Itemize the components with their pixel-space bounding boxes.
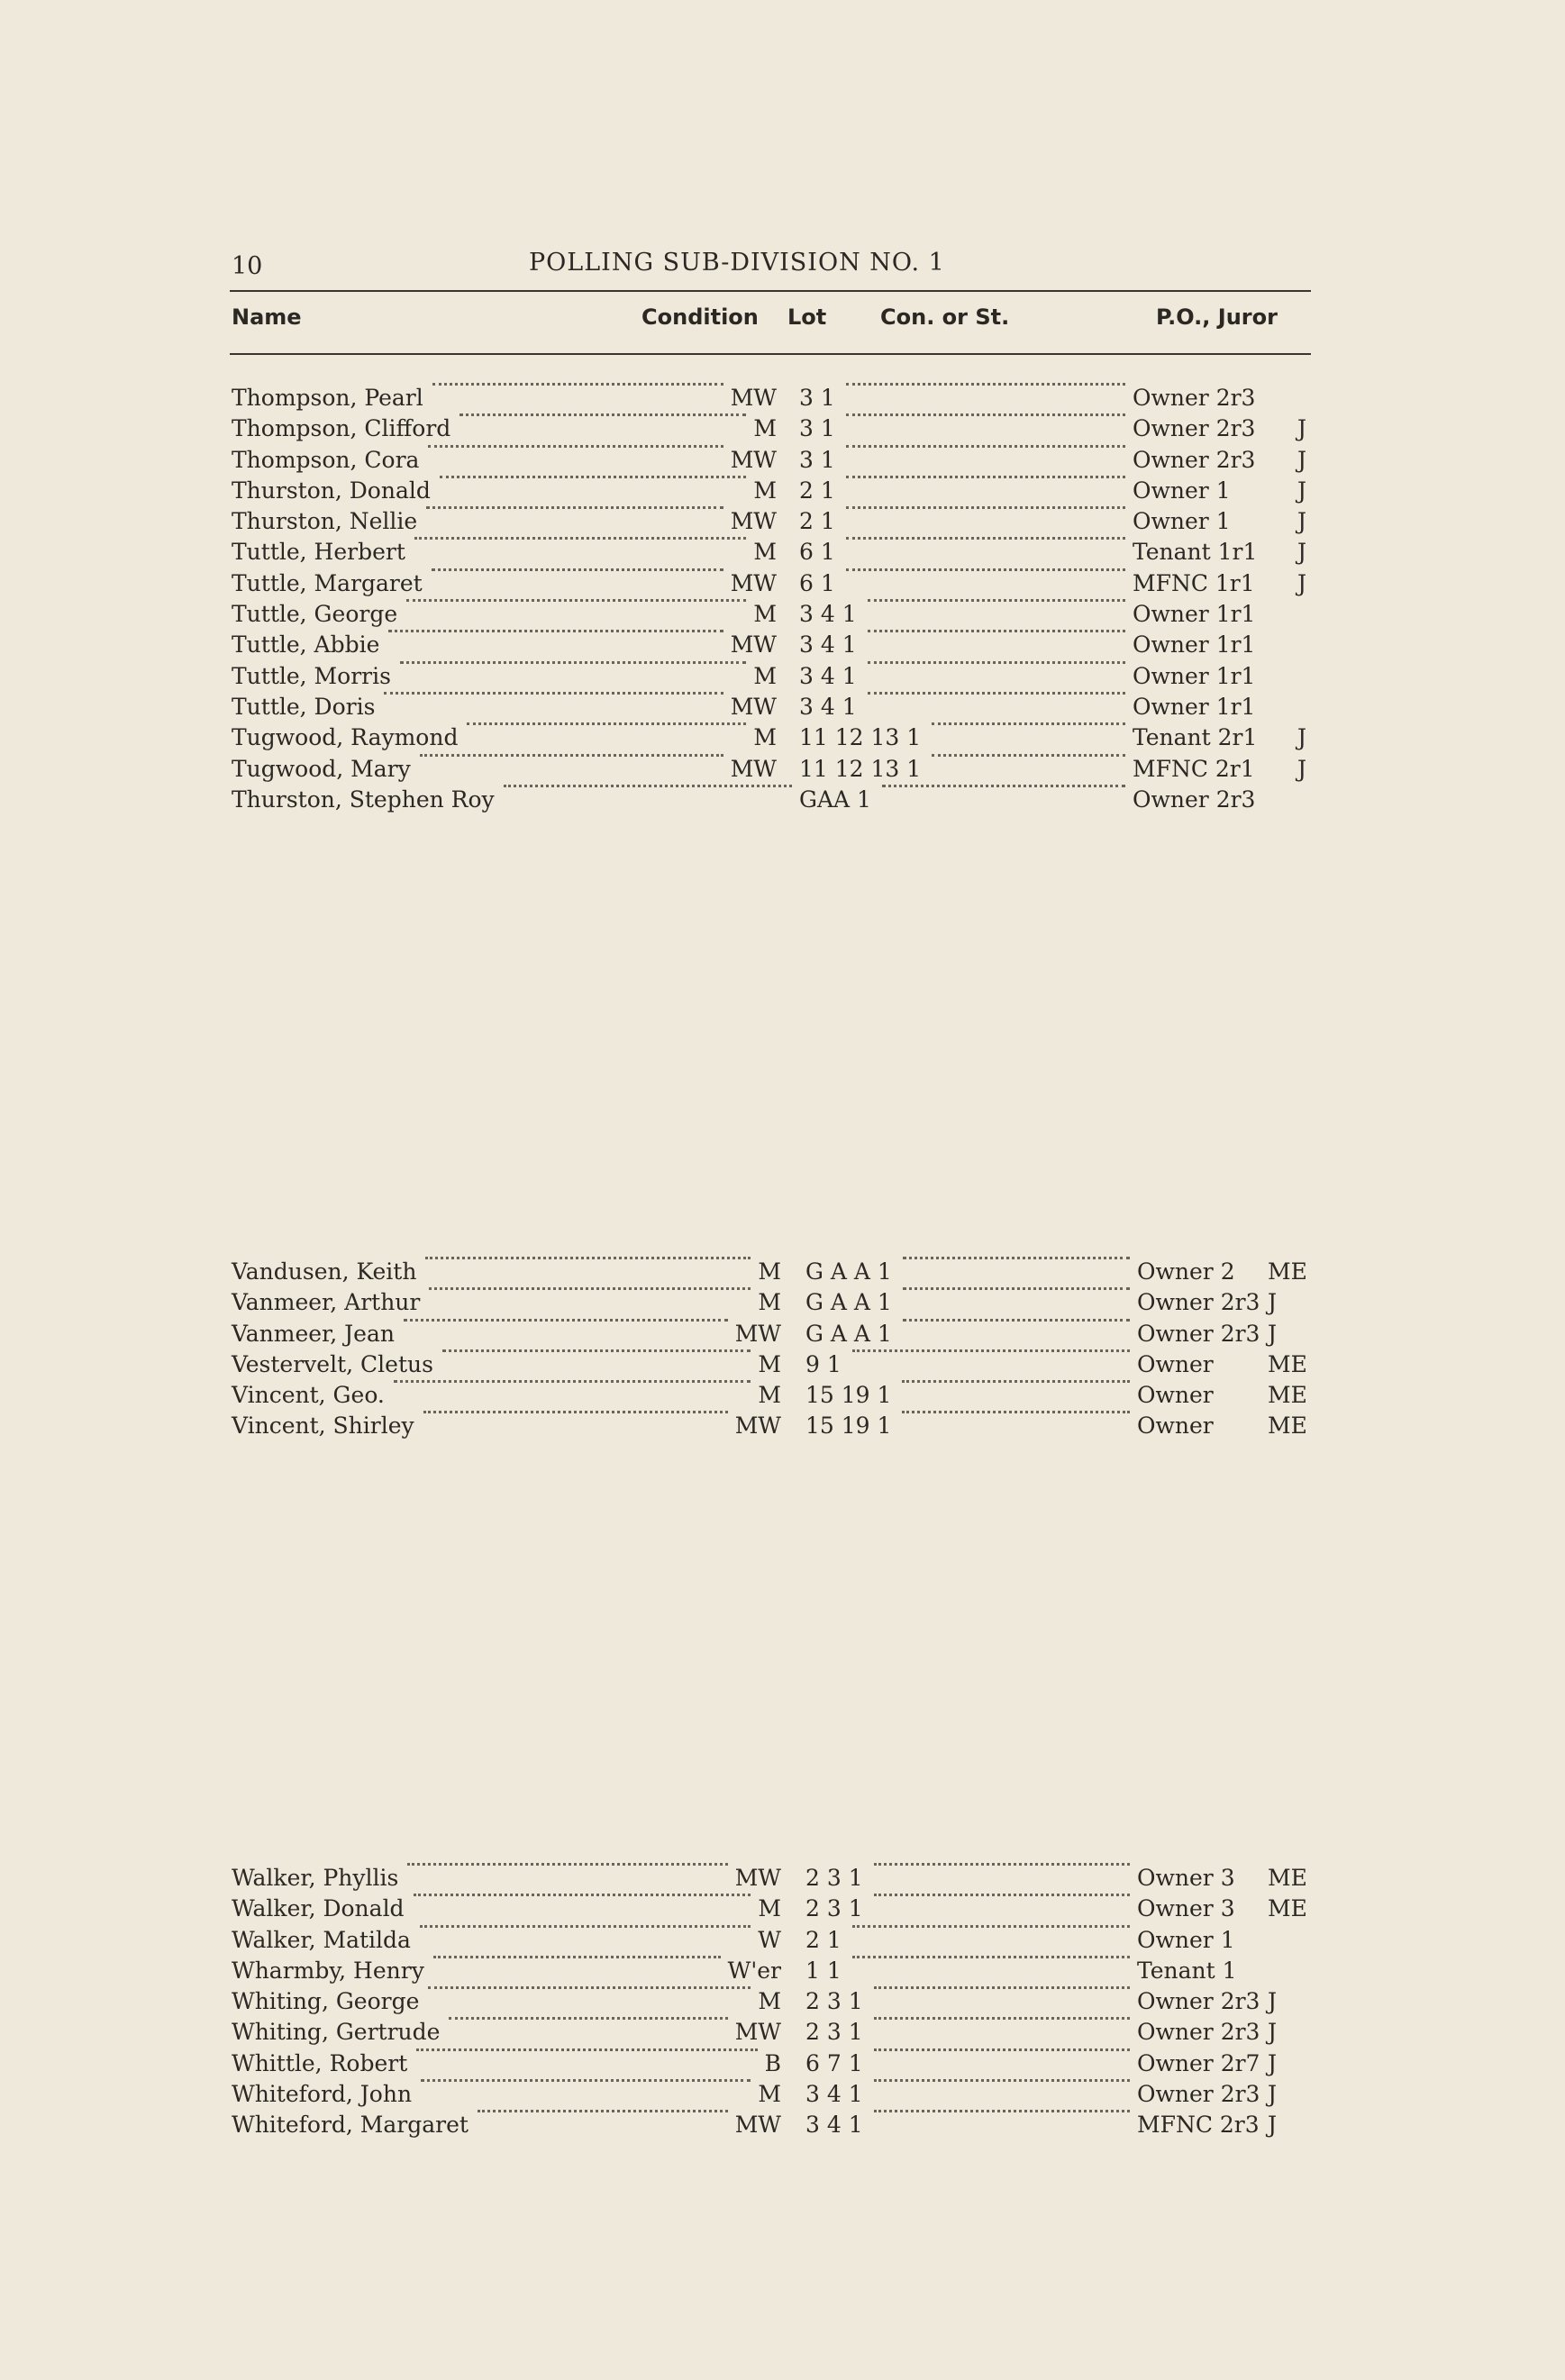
dot-leader (903, 1319, 1130, 1322)
voter-row (232, 1380, 1313, 1411)
dot-leader (846, 445, 1125, 448)
column-header-name: Name (232, 304, 302, 330)
dot-leader (478, 2110, 728, 2112)
dot-leader (407, 1863, 727, 1866)
voter-occupation: Owner 1r1 (1133, 631, 1256, 659)
dot-leader (874, 2110, 1130, 2112)
voter-lot: 9 1 (805, 1350, 842, 1377)
voter-lot: 3 4 1 (799, 601, 857, 628)
dot-leader (903, 1287, 1130, 1290)
voter-row (232, 1956, 1313, 1986)
voter-name: Whittle, Robert (232, 2049, 408, 2076)
voter-name: Tuttle, Abbie (232, 631, 380, 659)
voter-name: Vestervelt, Cletus (232, 1350, 433, 1377)
voter-name: Vandusen, Keith (232, 1258, 417, 1285)
voter-lot: 3 1 (799, 446, 835, 473)
voter-occupation: Owner 2r3 (1137, 1320, 1260, 1347)
voter-occupation: Tenant 1 (1137, 1957, 1237, 1984)
voter-lot: 3 1 (799, 385, 835, 411)
dot-leader (420, 1925, 751, 1928)
voter-row (232, 383, 1313, 413)
dot-leader (449, 2017, 727, 2020)
column-header-lot: Lot (787, 304, 827, 330)
dot-leader (902, 1411, 1130, 1413)
voter-row (232, 2048, 1313, 2079)
voter-occupation: Owner 3 (1137, 1895, 1235, 1922)
voter-row (232, 1411, 1313, 1441)
voter-group-v (232, 1257, 1313, 1442)
voter-name: Walker, Phyllis (232, 1865, 399, 1891)
voter-name: Tuttle, Herbert (232, 539, 405, 566)
voter-row (232, 476, 1313, 506)
voter-condition: M (758, 2081, 781, 2108)
voter-lot: 15 19 1 (805, 1413, 892, 1440)
dot-leader (932, 754, 1125, 757)
voter-condition: MW (730, 508, 777, 535)
voter-occupation: MFNC 2r1 (1133, 755, 1255, 782)
voter-name: Tuttle, Margaret (232, 569, 423, 596)
voter-lot: 2 1 (799, 508, 835, 535)
voter-name: Tuttle, George (232, 601, 398, 628)
voter-occupation: Owner 2r3 (1137, 2019, 1260, 2046)
voter-lot: 15 19 1 (805, 1382, 892, 1409)
dot-leader (428, 1986, 751, 1989)
voter-row (232, 630, 1313, 660)
voter-lot: 2 3 1 (805, 1988, 863, 2015)
voter-lot: 11 12 13 1 (799, 755, 922, 782)
voter-occupation: MFNC 2r3 (1137, 2112, 1260, 2139)
voter-juror: ME (1268, 1865, 1307, 1891)
voter-row (232, 1319, 1313, 1349)
voter-juror: ME (1268, 1258, 1307, 1285)
voter-occupation: Owner 2r3 (1137, 2081, 1260, 2108)
voter-condition: MW (734, 2019, 781, 2046)
voter-condition: M (753, 724, 777, 751)
voter-occupation: Owner 2r3 (1133, 786, 1256, 813)
voter-condition: M (753, 539, 777, 566)
voter-name: Tuttle, Morris (232, 662, 391, 689)
voter-row (232, 661, 1313, 692)
voter-name: Vincent, Geo. (232, 1382, 385, 1409)
voter-condition: W (758, 1926, 781, 1953)
dot-leader (425, 1257, 751, 1259)
column-header-condition: Condition (641, 304, 759, 330)
dot-leader (846, 568, 1125, 571)
voter-juror: J (1268, 2081, 1278, 2108)
voter-juror: J (1297, 477, 1307, 504)
voter-lot: 2 3 1 (805, 1865, 863, 1891)
voter-condition: MW (730, 693, 777, 720)
voter-juror: J (1297, 539, 1307, 566)
dot-leader (868, 599, 1125, 602)
voter-occupation: Owner (1137, 1382, 1214, 1409)
voter-occupation: Owner 1r1 (1133, 693, 1256, 720)
voter-lot: 2 1 (805, 1926, 842, 1953)
voter-condition: MW (734, 1320, 781, 1347)
dot-leader (440, 476, 747, 478)
voter-name: Vanmeer, Jean (232, 1320, 395, 1347)
voter-row (232, 2017, 1313, 2048)
voter-condition: M (753, 415, 777, 442)
dot-leader (846, 383, 1125, 386)
dot-leader (467, 722, 746, 725)
voter-row (232, 599, 1313, 630)
dot-leader (846, 537, 1125, 540)
voter-row (232, 2110, 1313, 2140)
voter-juror: ME (1268, 1413, 1307, 1440)
voter-occupation: Owner 1r1 (1133, 662, 1256, 689)
voter-juror: J (1268, 1988, 1278, 2015)
header-rule-top (230, 290, 1311, 292)
dot-leader (846, 476, 1125, 478)
voter-row (232, 692, 1313, 722)
voter-juror: J (1297, 446, 1307, 473)
voter-row (232, 413, 1313, 444)
voter-name: Wharmby, Henry (232, 1957, 424, 1984)
voter-name: Tuttle, Doris (232, 693, 376, 720)
column-header-po-juror: P.O., Juror (1156, 304, 1278, 330)
dot-leader (432, 383, 723, 386)
voter-lot: 6 1 (799, 539, 835, 566)
dot-leader (852, 1956, 1130, 1958)
voter-condition: M (758, 1382, 781, 1409)
voter-name: Whiteford, Margaret (232, 2112, 469, 2139)
voter-occupation: Owner 2r3 (1137, 1289, 1260, 1316)
voter-row (232, 1349, 1313, 1380)
dot-leader (868, 692, 1125, 695)
voter-lot: 6 1 (799, 569, 835, 596)
voter-occupation: Owner 1 (1133, 477, 1231, 504)
dot-leader (384, 692, 723, 695)
voter-lot: 6 7 1 (805, 2049, 863, 2076)
dot-leader (852, 1925, 1130, 1928)
voter-occupation: Owner 2r3 (1137, 1988, 1260, 2015)
voter-condition: M (758, 1258, 781, 1285)
voter-row (232, 1986, 1313, 2017)
dot-leader (404, 1319, 728, 1322)
voter-condition: MW (730, 631, 777, 659)
voter-name: Tugwood, Mary (232, 755, 411, 782)
voter-row (232, 1863, 1313, 1894)
voter-name: Tugwood, Raymond (232, 724, 459, 751)
voter-occupation: Tenant 2r1 (1133, 724, 1258, 751)
voter-row (232, 1925, 1313, 1956)
voter-condition: M (758, 1289, 781, 1316)
voter-occupation: Owner 2r3 (1133, 446, 1256, 473)
voter-condition: W'er (727, 1957, 781, 1984)
dot-leader (459, 413, 746, 416)
dot-leader (846, 413, 1125, 416)
dot-leader (874, 2079, 1130, 2082)
dot-leader (432, 568, 723, 571)
dot-leader (421, 2079, 751, 2082)
voter-row (232, 754, 1313, 785)
voter-row (232, 537, 1313, 568)
voter-lot: 2 1 (799, 477, 835, 504)
voter-occupation: Owner 1r1 (1133, 601, 1256, 628)
voter-occupation: Owner (1137, 1413, 1214, 1440)
voter-row (232, 506, 1313, 537)
dot-leader (846, 506, 1125, 509)
dot-leader (400, 661, 746, 664)
dot-leader (420, 754, 723, 757)
dot-leader (394, 1380, 751, 1383)
page-header (232, 245, 1313, 281)
voter-lot: G A A 1 (805, 1258, 892, 1285)
dot-leader (414, 1894, 751, 1896)
voter-condition: MW (734, 2112, 781, 2139)
voter-lot: 2 3 1 (805, 2019, 863, 2046)
voter-condition: M (753, 662, 777, 689)
voter-name: Thompson, Clifford (232, 415, 451, 442)
voter-condition: M (758, 1988, 781, 2015)
voter-lot: G A A 1 (805, 1320, 892, 1347)
dot-leader (428, 445, 723, 448)
voter-condition: M (758, 1350, 781, 1377)
voter-juror: ME (1268, 1350, 1307, 1377)
voter-name: Thurston, Donald (232, 477, 431, 504)
dot-leader (874, 1894, 1130, 1896)
voter-group-t (232, 383, 1313, 815)
voter-juror: J (1297, 508, 1307, 535)
voter-name: Walker, Donald (232, 1895, 405, 1922)
dot-leader (882, 785, 1125, 787)
dot-leader (388, 630, 723, 632)
voter-occupation: Owner 1 (1133, 508, 1231, 535)
dot-leader (429, 1287, 751, 1290)
voter-occupation: Tenant 1r1 (1133, 539, 1258, 566)
voter-juror: J (1268, 1289, 1278, 1316)
voter-name: Whiting, George (232, 1988, 420, 2015)
voter-row (232, 1257, 1313, 1287)
voter-lot: 3 4 1 (799, 631, 857, 659)
voter-lot: 3 4 1 (805, 2112, 863, 2139)
voter-juror: J (1268, 2112, 1278, 2139)
voter-row (232, 445, 1313, 476)
voter-occupation: MFNC 1r1 (1133, 569, 1255, 596)
dot-leader (903, 1257, 1130, 1259)
dot-leader (868, 630, 1125, 632)
dot-leader (902, 1380, 1130, 1383)
dot-leader (504, 785, 792, 787)
column-headers (232, 304, 1311, 341)
dot-leader (874, 1986, 1130, 1989)
voter-name: Whiting, Gertrude (232, 2019, 441, 2046)
voter-lot: 2 3 1 (805, 1895, 863, 1922)
voter-group-w (232, 1863, 1313, 2141)
voter-name: Walker, Matilda (232, 1926, 411, 1953)
dot-leader (874, 2048, 1130, 2051)
voter-juror: J (1297, 569, 1307, 596)
voter-occupation: Owner 1 (1137, 1926, 1235, 1953)
voter-condition: MW (734, 1413, 781, 1440)
dot-leader (852, 1349, 1130, 1352)
voter-condition: MW (730, 755, 777, 782)
dot-leader (868, 661, 1125, 664)
dot-leader (414, 537, 746, 540)
voter-juror: J (1268, 1320, 1278, 1347)
voter-juror: ME (1268, 1382, 1307, 1409)
voter-name: Thurston, Stephen Roy (232, 786, 495, 813)
voter-condition: M (753, 601, 777, 628)
voter-condition: M (758, 1895, 781, 1922)
page-number: 10 (232, 252, 263, 280)
voter-juror: J (1268, 2019, 1278, 2046)
voter-occupation: Owner 2r3 (1133, 385, 1256, 411)
voter-name: Thurston, Nellie (232, 508, 418, 535)
voter-occupation: Owner (1137, 1350, 1214, 1377)
voter-lot: 3 4 1 (799, 693, 857, 720)
voter-row (232, 1894, 1313, 1924)
voter-juror: J (1297, 724, 1307, 751)
voter-row (232, 785, 1313, 815)
voter-occupation: Owner 2 (1137, 1258, 1235, 1285)
voter-lot: 3 4 1 (799, 662, 857, 689)
voter-lot: 11 12 13 1 (799, 724, 922, 751)
voter-condition: B (764, 2049, 781, 2076)
page-title: POLLING SUB-DIVISION NO. 1 (529, 249, 945, 277)
voter-condition: MW (730, 385, 777, 411)
voter-juror: J (1268, 2049, 1278, 2076)
voter-lot: G A A 1 (805, 1289, 892, 1316)
voter-occupation: Owner 3 (1137, 1865, 1235, 1891)
voter-juror: J (1297, 755, 1307, 782)
voter-condition: M (753, 477, 777, 504)
voter-occupation: Owner 2r7 (1137, 2049, 1260, 2076)
dot-leader (874, 1863, 1130, 1866)
voter-condition: MW (730, 446, 777, 473)
voter-juror: ME (1268, 1895, 1307, 1922)
voter-lot: 3 4 1 (805, 2081, 863, 2108)
voter-occupation: Owner 2r3 (1133, 415, 1256, 442)
voter-lot: 1 1 (805, 1957, 842, 1984)
voter-name: Thompson, Cora (232, 446, 420, 473)
column-header-con: Con. or St. (880, 304, 1010, 330)
voter-condition: MW (734, 1865, 781, 1891)
voter-lot: GAA 1 (799, 786, 871, 813)
dot-leader (423, 1411, 728, 1413)
voter-row (232, 722, 1313, 753)
voter-name: Vincent, Shirley (232, 1413, 414, 1440)
voter-row (232, 568, 1313, 599)
header-rule-bottom (230, 353, 1311, 355)
voter-lot: 3 1 (799, 415, 835, 442)
dot-leader (433, 1956, 721, 1958)
dot-leader (932, 722, 1125, 725)
dot-leader (874, 2017, 1130, 2020)
dot-leader (406, 599, 746, 602)
dot-leader (426, 506, 723, 509)
voter-row (232, 2079, 1313, 2110)
voter-row (232, 1287, 1313, 1318)
voter-name: Whiteford, John (232, 2081, 413, 2108)
voter-name: Vanmeer, Arthur (232, 1289, 421, 1316)
dot-leader (416, 2048, 757, 2051)
voter-condition: MW (730, 569, 777, 596)
voter-juror: J (1297, 415, 1307, 442)
voter-name: Thompson, Pearl (232, 385, 423, 411)
dot-leader (442, 1349, 751, 1352)
